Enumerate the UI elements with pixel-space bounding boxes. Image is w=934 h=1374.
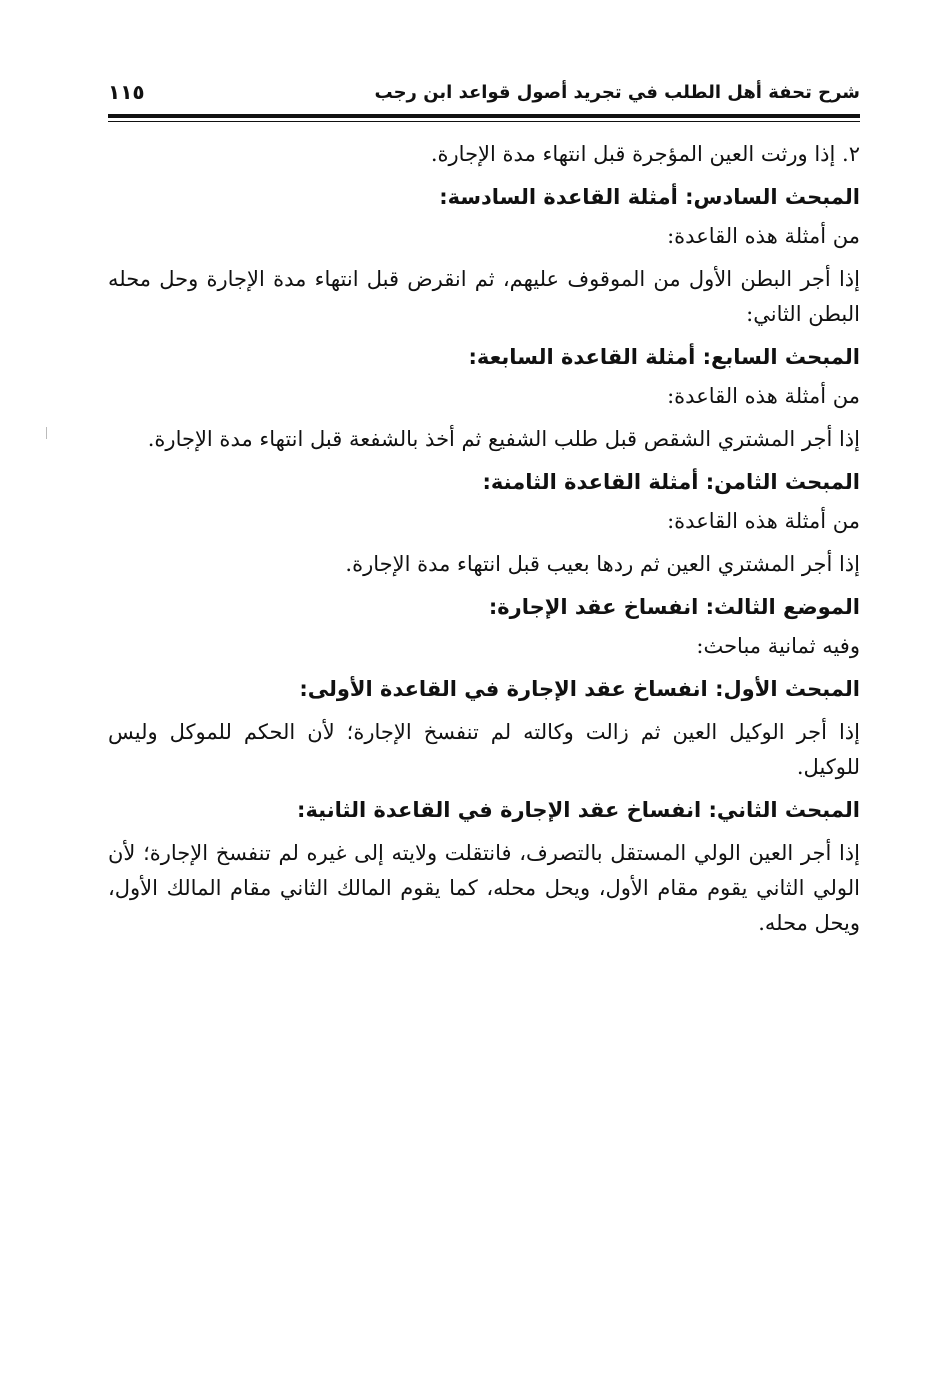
heading-eighth-section: المبحث الثامن: أمثلة القاعدة الثامنة: bbox=[482, 470, 860, 494]
eighth-example: إذا أجر المشتري العين ثم ردها بعيب قبل انتهاء مدة الإجارة. bbox=[345, 552, 860, 576]
heading-third-topic: الموضع الثالث: انفساخ عقد الإجارة: bbox=[488, 595, 860, 619]
heading-seventh-section: المبحث السابع: أمثلة القاعدة السابعة: bbox=[468, 345, 860, 369]
header-rule-thick bbox=[108, 114, 860, 118]
third-topic-intro: وفيه ثمانية مباحث: bbox=[696, 634, 860, 658]
header-rule-thin bbox=[108, 121, 860, 122]
sixth-intro: من أمثلة هذه القاعدة: bbox=[667, 224, 860, 248]
heading-second-section: المبحث الثاني: انفساخ عقد الإجارة في القاعدة الثانية: bbox=[297, 798, 860, 822]
sixth-example: إذا أجر البطن الأول من الموقوف عليهم، ثم انقرض قبل انتهاء مدة الإجارة وحل محله البطن الثاني: bbox=[108, 267, 860, 326]
eighth-intro: من أمثلة هذه القاعدة: bbox=[667, 509, 860, 533]
running-header bbox=[108, 72, 860, 112]
page-body bbox=[108, 137, 860, 941]
seventh-example: إذا أجر المشتري الشقص قبل طلب الشفيع ثم أخذ بالشفعة قبل انتهاء مدة الإجارة. bbox=[147, 427, 860, 451]
first-section-body: إذا أجر الوكيل العين ثم زالت وكالته لم تنفسخ الإجارة؛ لأن الحكم للموكل وليس للوكيل. bbox=[108, 720, 860, 779]
running-title: شرح تحفة أهل الطلب في تجريد أصول قواعد ابن رجب bbox=[374, 81, 860, 103]
scan-artifact bbox=[46, 427, 47, 439]
seventh-intro: من أمثلة هذه القاعدة: bbox=[667, 384, 860, 408]
list-item-2: ٢. إذا ورثت العين المؤجرة قبل انتهاء مدة الإجارة. bbox=[430, 142, 860, 166]
heading-first-section: المبحث الأول: انفساخ عقد الإجارة في القاعدة الأولى: bbox=[299, 677, 860, 701]
heading-sixth-section: المبحث السادس: أمثلة القاعدة السادسة: bbox=[439, 185, 860, 209]
second-section-body: إذا أجر العين الولي المستقل بالتصرف، فانتقلت ولايته إلى غيره لم تنفسخ الإجارة؛ لأن الولي الثاني يقوم مقام الأول، ويحل محله، كما يقوم المالك الثاني مقام المالك الأول، ويحل محله. bbox=[108, 841, 860, 935]
page-number: ١١٥ bbox=[108, 80, 145, 104]
